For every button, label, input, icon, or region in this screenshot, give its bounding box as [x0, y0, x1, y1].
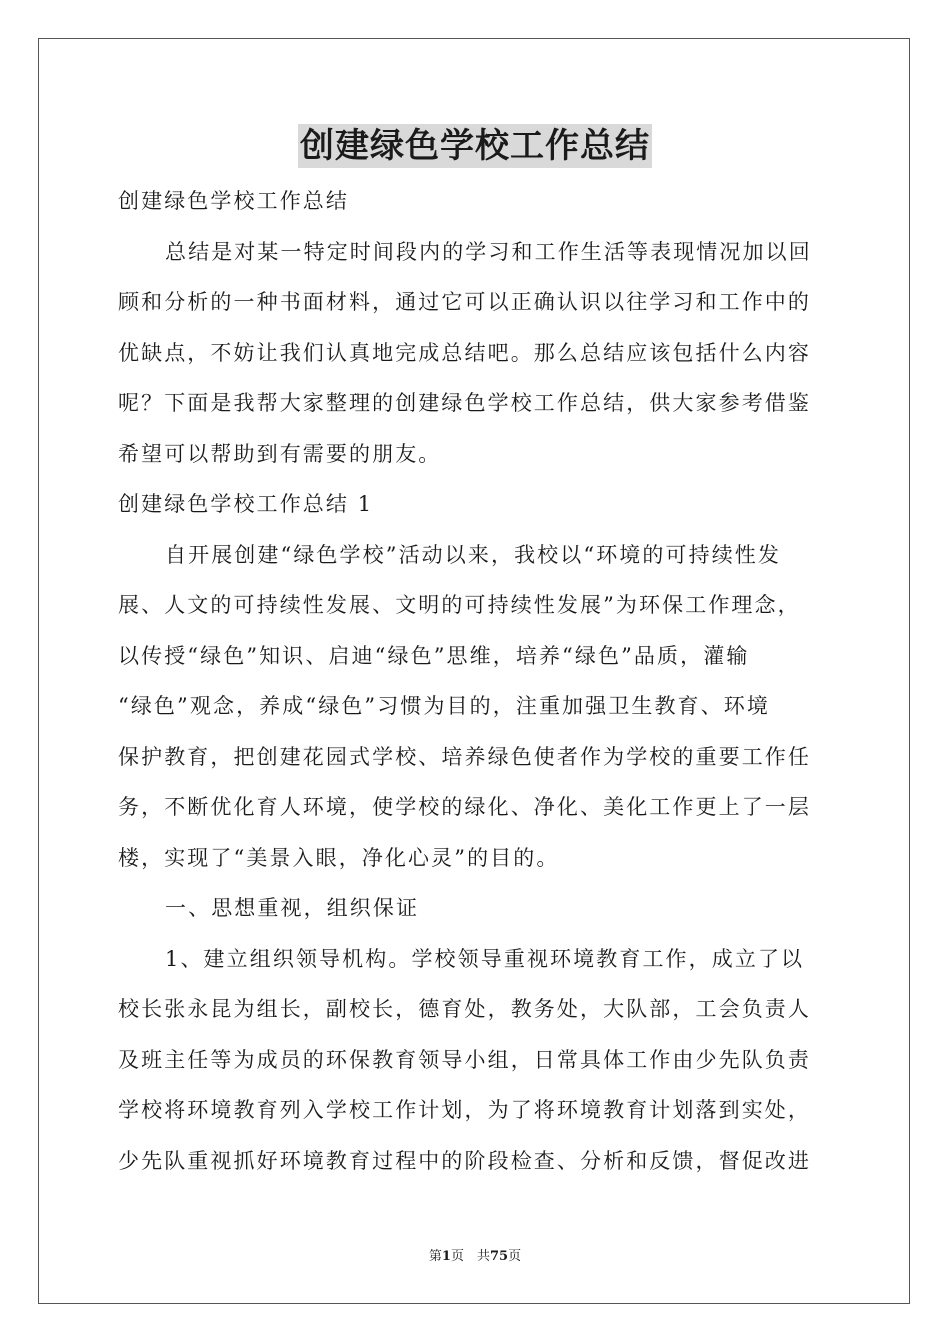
text-line: 总结是对某一特定时间段内的学习和工作生活等表现情况加以回 — [165, 239, 812, 264]
text-line: 一、思想重视，组织保证 — [165, 896, 420, 920]
title-container — [0, 124, 950, 168]
page-footer — [0, 1248, 950, 1266]
text-line: 校长张永昆为组长，副校长，德育处，教务处，大队部，工会负责人 — [118, 997, 811, 1021]
text-line: 优缺点，不妨让我们认真地完成总结吧。那么总结应该包括什么内容 — [118, 340, 811, 365]
text-line: 学校将环境教育列入学校工作计划，为了将环境教育计划落到实处， — [118, 1098, 811, 1122]
text-line: 1、建立组织领导机构。学校领导重视环境教育工作，成立了以 — [165, 946, 805, 971]
text-line: 及班主任等为成员的环保教育领导小组，日常具体工作由少先队负责 — [118, 1047, 811, 1072]
text-line: 顾和分析的一种书面材料，通过它可以正确认识以往学习和工作中的 — [118, 290, 811, 314]
document-title: 创建绿色学校工作总结 — [300, 126, 650, 166]
footer-current-page: 1 — [441, 1249, 451, 1264]
text-line: 务，不断优化育人环境，使学校的绿化、净化、美化工作更上了一层 — [118, 795, 811, 819]
text-line: 自开展创建“绿色学校”活动以来，我校以“环境的可持续性发 — [165, 542, 782, 567]
text-line: “绿色”观念，养成“绿色”习惯为目的，注重加强卫生教育、环境 — [118, 694, 770, 718]
text-line: 以传授“绿色”知识、启迪“绿色”思维，培养“绿色”品质，灌输 — [118, 643, 750, 668]
footer-mid: 页 共 — [450, 1249, 490, 1264]
text-line: 保护教育，把创建花园式学校、培养绿色使者作为学校的重要工作任 — [118, 744, 811, 769]
text-line: 少先队重视抓好环境教育过程中的阶段检查、分析和反馈，督促改进 — [118, 1148, 811, 1173]
footer-prefix: 第 — [428, 1249, 442, 1264]
text-line: 创建绿色学校工作总结 1 — [118, 492, 374, 516]
text-line: 呢？下面是我帮大家整理的创建绿色学校工作总结，供大家参考借鉴 — [118, 391, 811, 415]
footer-suffix: 页 — [508, 1249, 522, 1264]
text-line: 楼，实现了“美景入眼，净化心灵”的目的。 — [118, 845, 560, 870]
footer-total-pages: 75 — [489, 1249, 509, 1264]
text-line: 展、人文的可持续性发展、文明的可持续性发展”为环保工作理念， — [118, 593, 801, 617]
document-body — [118, 176, 834, 1186]
text-line: 创建绿色学校工作总结 — [118, 189, 349, 213]
text-line: 希望可以帮助到有需要的朋友。 — [118, 441, 442, 466]
